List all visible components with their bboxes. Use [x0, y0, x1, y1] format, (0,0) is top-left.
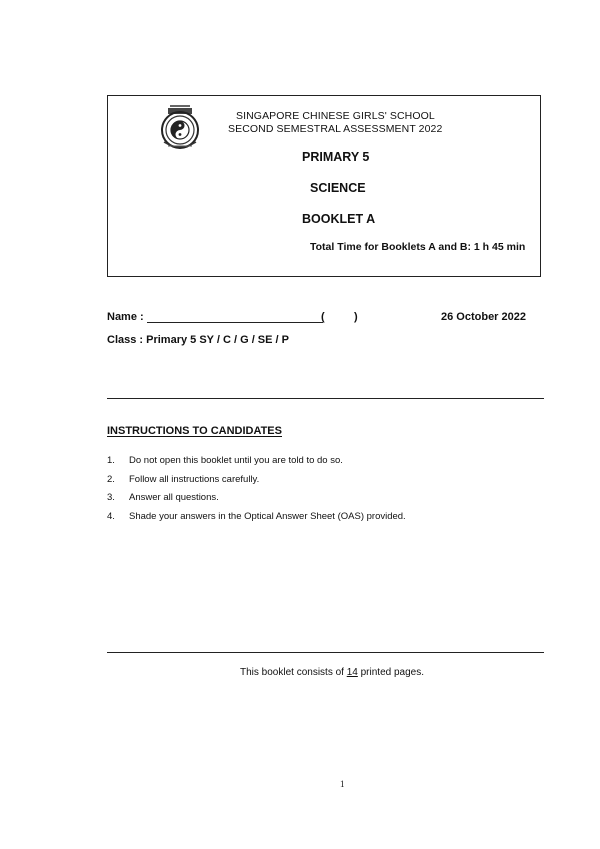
register-number-open: ( — [321, 311, 325, 323]
instructions-title: INSTRUCTIONS TO CANDIDATES — [107, 425, 282, 437]
name-field[interactable] — [147, 322, 323, 323]
divider-top — [107, 398, 544, 399]
page-number: 1 — [340, 779, 345, 789]
page-count-value: 14 — [346, 667, 358, 678]
instruction-text: Follow all instructions carefully. — [129, 473, 260, 485]
page-count-note — [240, 667, 424, 678]
assessment-title: SECOND SEMESTRAL ASSESSMENT 2022 — [228, 123, 443, 135]
subject-label: SCIENCE — [310, 181, 366, 195]
name-label: Name : — [107, 311, 144, 323]
booklet-label: BOOKLET A — [302, 212, 376, 226]
instruction-item — [107, 492, 406, 511]
page-count-prefix: This booklet consists of — [240, 667, 347, 678]
divider-bottom — [107, 652, 544, 653]
page-count-suffix: printed pages. — [357, 667, 425, 678]
instruction-text: Shade your answers in the Optical Answer Sheet (OAS) provided. — [129, 510, 406, 522]
total-time: Total Time for Booklets A and B: 1 h 45 min — [310, 241, 526, 253]
instruction-number: 1. — [107, 455, 115, 466]
instructions-list — [107, 455, 406, 529]
instruction-number: 4. — [107, 510, 115, 522]
exam-date: 26 October 2022 — [441, 311, 526, 323]
class-label: Class : Primary 5 SY / C / G / SE / P — [107, 334, 289, 346]
instruction-text: Answer all questions. — [129, 492, 219, 503]
instruction-number: 2. — [107, 473, 115, 485]
level-label: PRIMARY 5 — [302, 150, 370, 164]
school-crest-icon — [158, 102, 202, 152]
school-name: SINGAPORE CHINESE GIRLS' SCHOOL — [236, 110, 435, 122]
instruction-item — [107, 511, 406, 530]
instruction-text: Do not open this booklet until you are told to do so. — [129, 455, 343, 466]
instruction-number: 3. — [107, 492, 115, 503]
instruction-item — [107, 455, 406, 474]
instruction-item — [107, 474, 406, 493]
register-number-close: ) — [354, 311, 358, 323]
